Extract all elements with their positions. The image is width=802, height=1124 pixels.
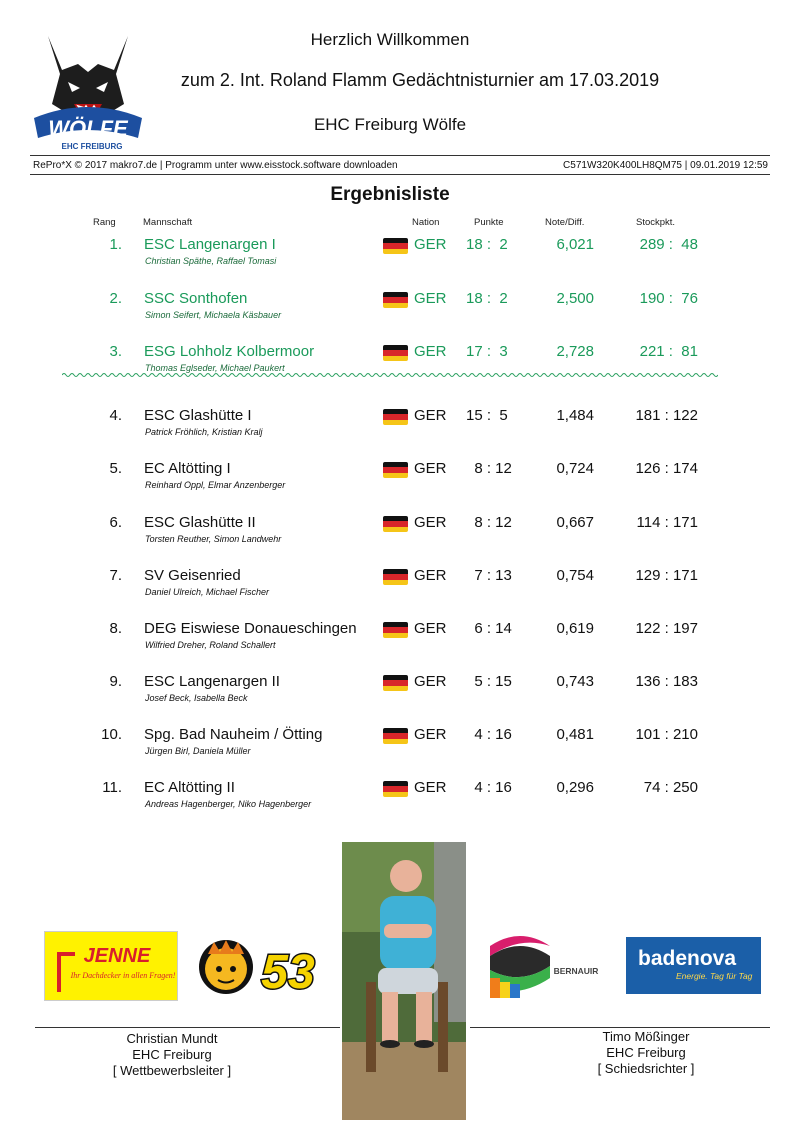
- points: 8 : 12: [466, 514, 512, 531]
- note-diff: 0,724: [556, 460, 594, 477]
- table-row: [0, 567, 802, 617]
- points: 5 : 15: [466, 673, 512, 690]
- col-header-rang: Rang: [93, 217, 116, 228]
- team-name: Spg. Bad Nauheim / Ötting: [144, 726, 323, 743]
- page-title: Ergebnisliste: [330, 184, 450, 205]
- points: 7 : 13: [466, 567, 512, 584]
- col-header-punkte: Punkte: [474, 217, 504, 228]
- nation: GER: [414, 290, 447, 307]
- note-diff: 2,728: [556, 343, 594, 360]
- nation: GER: [414, 407, 447, 424]
- nation: GER: [414, 514, 447, 531]
- team-name: ESC Langenargen II: [144, 673, 280, 690]
- rank: 6.: [109, 514, 122, 531]
- podium-separator: [62, 372, 718, 378]
- rank: 7.: [109, 567, 122, 584]
- rank: 11.: [102, 779, 122, 796]
- table-row: [0, 460, 802, 510]
- note-diff: 0,754: [556, 567, 594, 584]
- rank: 1.: [109, 236, 122, 253]
- team-name: DEG Eiswiese Donaueschingen: [144, 620, 357, 637]
- players: Daniel Ulreich, Michael Fischer: [145, 587, 270, 597]
- col-header-mannschaft: Mannschaft: [143, 217, 193, 228]
- table-row: [0, 514, 802, 564]
- points: 4 : 16: [466, 779, 512, 796]
- signatory-club: EHC Freiburg: [606, 1045, 686, 1060]
- players: Patrick Fröhlich, Kristian Kralj: [145, 427, 263, 437]
- divider: [30, 174, 770, 175]
- germany-flag-icon: [383, 569, 408, 585]
- jenne-text: JENNE: [83, 945, 151, 967]
- note-diff: 6,021: [556, 236, 594, 253]
- players: Wilfried Dreher, Roland Schallert: [145, 640, 276, 650]
- nation: GER: [414, 343, 447, 360]
- stock-points: 101 : 210: [635, 726, 698, 743]
- nation: GER: [414, 726, 447, 743]
- team-name: SSC Sonthofen: [144, 290, 248, 307]
- players: Simon Seifert, Michaela Käsbauer: [145, 310, 282, 320]
- rank: 9.: [109, 673, 122, 690]
- points: 6 : 14: [466, 620, 512, 637]
- nation: GER: [414, 236, 447, 253]
- signatory-name: Timo Mößinger: [602, 1029, 690, 1044]
- memorial-photo: [342, 842, 466, 1120]
- stock-points: 136 : 183: [635, 673, 698, 690]
- points: 15 : 5: [466, 407, 508, 424]
- stock-points: 114 : 171: [636, 514, 698, 531]
- germany-flag-icon: [383, 622, 408, 638]
- divider: [30, 155, 770, 156]
- note-diff: 0,481: [556, 726, 594, 743]
- signature-line-right: [470, 1027, 770, 1028]
- germany-flag-icon: [383, 516, 408, 532]
- signature-right: [556, 1029, 736, 1077]
- logo-text: WÖLFE: [48, 116, 128, 141]
- stock-points: 74 : 250: [643, 779, 698, 796]
- team-name: ESC Glashütte I: [144, 407, 252, 424]
- nation: GER: [414, 779, 447, 796]
- rank: 3.: [109, 343, 122, 360]
- players: Christian Späthe, Raffael Tomasi: [145, 256, 277, 266]
- note-diff: 0,619: [556, 620, 594, 637]
- badenova-sponsor-logo: [626, 937, 761, 994]
- table-row: [0, 290, 802, 340]
- badenova-tagline: Energie. Tag für Tag: [676, 971, 753, 981]
- logo-sub: EHC FREIBURG: [61, 142, 123, 151]
- table-row: [0, 726, 802, 776]
- team-name: ESG Lohholz Kolbermoor: [144, 343, 315, 360]
- welcome-heading: Herzlich Willkommen: [310, 30, 470, 49]
- stock-points: 289 : 48: [639, 236, 698, 253]
- signatory-name: Christian Mundt: [126, 1031, 218, 1046]
- stock-points: 221 : 81: [639, 343, 698, 360]
- players: Reinhard Oppl, Elmar Anzenberger: [145, 480, 286, 490]
- player-number: 53: [261, 946, 315, 998]
- table-row: [0, 673, 802, 723]
- stock-points: 129 : 171: [635, 567, 698, 584]
- bernauir-text: BERNAUIR: [553, 966, 599, 976]
- table-row: [0, 779, 802, 829]
- germany-flag-icon: [383, 675, 408, 691]
- germany-flag-icon: [383, 462, 408, 478]
- nation: GER: [414, 567, 447, 584]
- signature-left: [82, 1031, 262, 1079]
- team-name: EC Altötting I: [144, 460, 231, 477]
- germany-flag-icon: [383, 409, 408, 425]
- stock-points: 126 : 174: [635, 460, 698, 477]
- rank: 2.: [109, 290, 122, 307]
- signatory-club: EHC Freiburg: [132, 1047, 212, 1062]
- team-name: SV Geisenried: [144, 567, 241, 584]
- germany-flag-icon: [383, 238, 408, 254]
- points: 4 : 16: [466, 726, 512, 743]
- note-diff: 0,296: [556, 779, 594, 796]
- points: 18 : 2: [466, 290, 508, 307]
- note-diff: 0,743: [556, 673, 594, 690]
- nation: GER: [414, 620, 447, 637]
- stock-points: 181 : 122: [635, 407, 698, 424]
- note-diff: 1,484: [556, 407, 594, 424]
- jenne-sponsor-logo: [44, 931, 178, 1001]
- badenova-text: badenova: [638, 947, 737, 970]
- tournament-heading: zum 2. Int. Roland Flamm Gedächtnisturnier am 17.03.2019: [180, 70, 660, 90]
- team-name: ESC Langenargen I: [144, 236, 276, 253]
- col-header-nation: Nation: [412, 217, 440, 228]
- rank: 10.: [101, 726, 122, 743]
- players: Thomas Eglseder, Michael Paukert: [145, 363, 285, 373]
- players: Andreas Hagenberger, Niko Hagenberger: [145, 799, 312, 809]
- nation: GER: [414, 673, 447, 690]
- players: Torsten Reuther, Simon Landwehr: [145, 534, 282, 544]
- table-row: [0, 407, 802, 457]
- club-heading: EHC Freiburg Wölfe: [313, 115, 467, 134]
- player-53-logo: [196, 936, 322, 998]
- players: Jürgen Birl, Daniela Müller: [145, 746, 251, 756]
- note-diff: 0,667: [556, 514, 594, 531]
- signature-line-left: [35, 1027, 340, 1028]
- bernauir-sponsor-logo: [490, 926, 604, 998]
- germany-flag-icon: [383, 728, 408, 744]
- table-row: [0, 236, 802, 286]
- points: 17 : 3: [466, 343, 508, 360]
- jenne-tagline: Ihr Dachdecker in allen Fragen!: [70, 971, 176, 980]
- table-row: [0, 343, 802, 393]
- players: Josef Beck, Isabella Beck: [145, 693, 248, 703]
- document-id: C571W320K400LH8QM75 | 09.01.2019 12:59: [563, 160, 768, 171]
- col-header-note: Note/Diff.: [545, 217, 585, 228]
- stock-points: 190 : 76: [639, 290, 698, 307]
- team-name: EC Altötting II: [144, 779, 235, 796]
- rank: 5.: [109, 460, 122, 477]
- germany-flag-icon: [383, 781, 408, 797]
- rank: 8.: [109, 620, 122, 637]
- table-row: [0, 620, 802, 670]
- software-credit: RePro*X © 2017 makro7.de | Programm unter www.eisstock.software downloaden: [33, 160, 398, 171]
- nation: GER: [414, 460, 447, 477]
- signatory-role: [ Schiedsrichter ]: [597, 1061, 695, 1076]
- points: 18 : 2: [466, 236, 508, 253]
- germany-flag-icon: [383, 345, 408, 361]
- points: 8 : 12: [466, 460, 512, 477]
- signatory-role: [ Wettbewerbsleiter ]: [112, 1063, 232, 1078]
- note-diff: 2,500: [556, 290, 594, 307]
- col-header-stockpkt: Stockpkt.: [636, 217, 676, 228]
- germany-flag-icon: [383, 292, 408, 308]
- team-name: ESC Glashütte II: [144, 514, 256, 531]
- stock-points: 122 : 197: [635, 620, 698, 637]
- rank: 4.: [109, 407, 122, 424]
